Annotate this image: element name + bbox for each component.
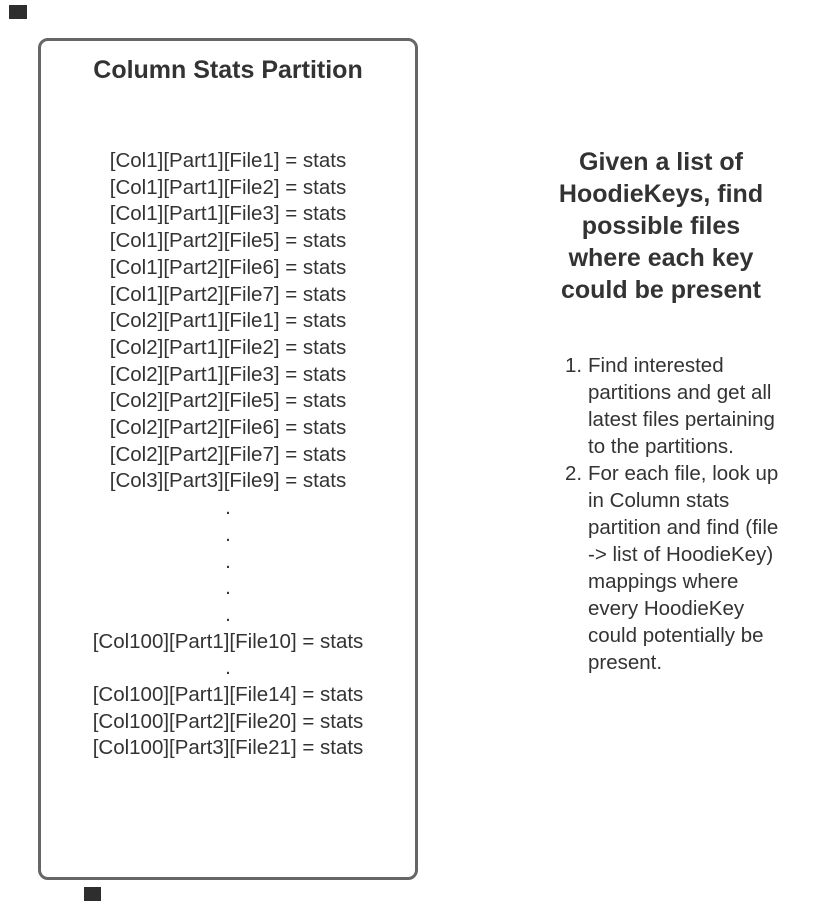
step-text-line: partition and find (file [588,516,779,539]
heading-line: where each key [568,244,754,272]
step-text-line: mappings where [588,570,739,593]
stats-row: [Col100][Part2][File20] = stats [92,709,364,733]
step-text-line: -> list of HoodieKey) [588,543,774,566]
corner-artifact-mark-top-left [9,5,27,19]
ellipsis-dot-row: . [225,602,231,626]
step-text-line: latest files pertaining [588,408,775,431]
step-text [588,460,793,676]
steps-list [565,352,793,676]
step-text-line: every HoodieKey [588,597,745,620]
stats-row: [Col100][Part3][File21] = stats [92,736,364,760]
step-text-line: present. [588,651,663,674]
ellipsis-dot-row: . [225,576,231,600]
stats-row: [Col100][Part1][File14] = stats [92,683,364,707]
stats-row: [Col2][Part1][File3] = stats [109,362,347,386]
stats-row: [Col1][Part1][File3] = stats [109,202,347,226]
ellipsis-dot-row: . [225,656,231,680]
stats-row: [Col1][Part2][File7] = stats [109,282,347,306]
step-item [565,460,793,676]
step-text-line: Find interested [588,354,724,377]
stats-row: [Col1][Part2][File5] = stats [109,229,347,253]
artifact-mark-bottom-left [84,887,101,901]
heading-line: could be present [560,276,762,304]
column-stats-partition-box [38,38,418,880]
stats-row: [Col2][Part2][File5] = stats [109,389,347,413]
stats-row: [Col1][Part1][File1] = stats [109,149,347,172]
stats-row: [Col2][Part2][File6] = stats [109,416,347,440]
box-title: Column Stats Partition [93,56,363,84]
step-text-line: in Column stats [588,489,730,512]
step-text-line: could potentially be [588,624,764,647]
right-heading [495,146,827,306]
heading-line: Given a list of [579,148,743,176]
ellipsis-dot-row: . [225,496,231,520]
heading-line: possible files [581,212,741,240]
heading-line: HoodieKeys, find [558,180,764,208]
step-number: 1. [565,354,583,377]
step-text [588,352,793,460]
step-number: 2. [565,462,583,485]
stats-row: [Col1][Part1][File2] = stats [109,175,347,199]
stats-row-list [41,148,415,762]
stats-row: [Col100][Part1][File10] = stats [92,629,364,653]
step-text-line: partitions and get all [588,381,772,404]
stats-row: [Col2][Part1][File2] = stats [109,335,347,359]
stats-row: [Col2][Part1][File1] = stats [109,309,347,333]
step-text-line: For each file, look up [588,462,779,485]
stats-row: [Col3][Part3][File9] = stats [109,469,347,493]
stats-row: [Col2][Part2][File7] = stats [109,442,347,466]
stats-row: [Col1][Part2][File6] = stats [109,255,347,279]
step-text-line: to the partitions. [588,435,734,458]
ellipsis-dot-row: . [225,522,231,546]
step-item [565,352,793,460]
ellipsis-dot-row: . [225,549,231,573]
